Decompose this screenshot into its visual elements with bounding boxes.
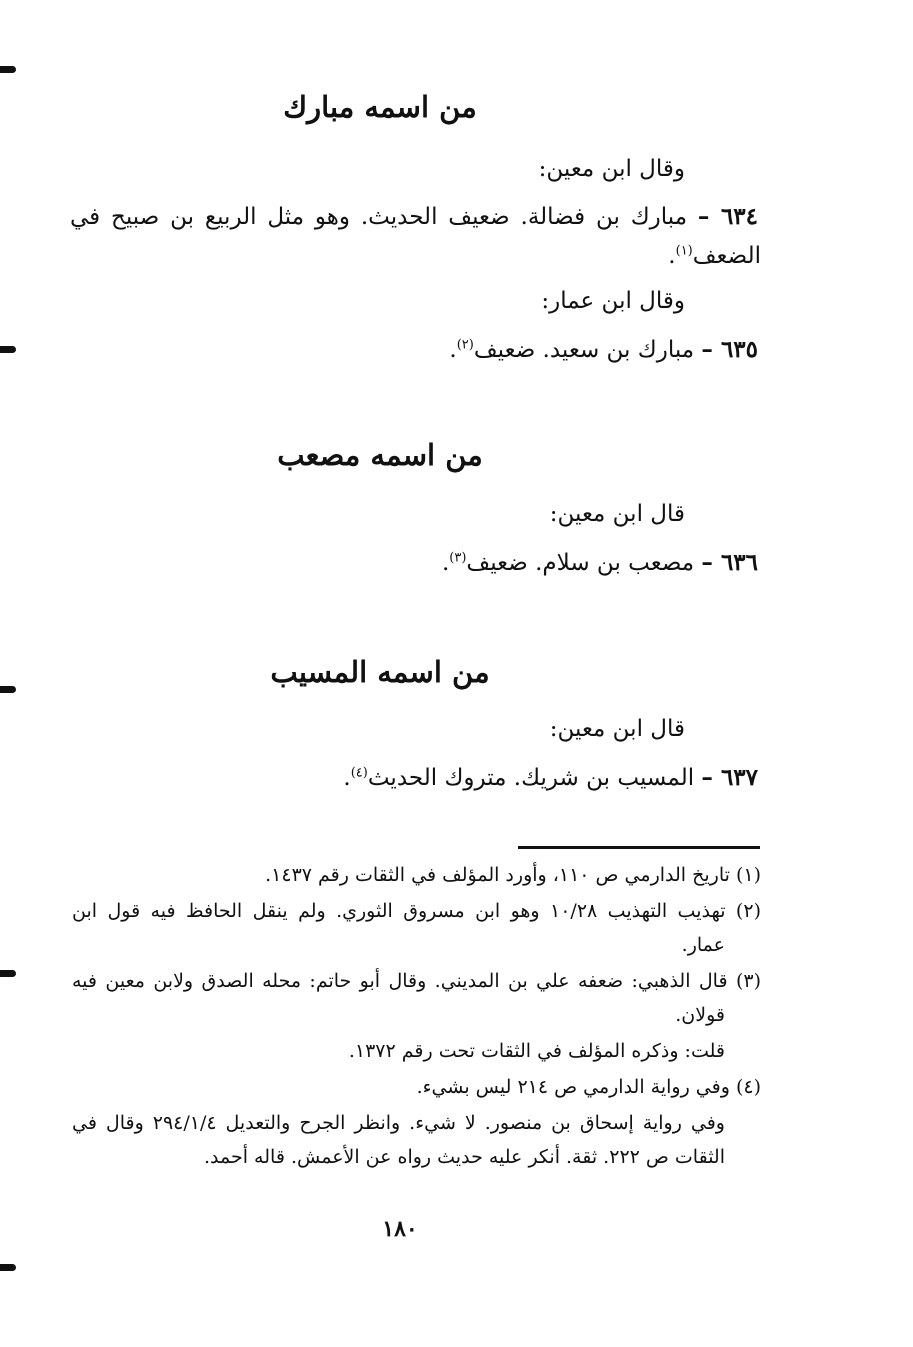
footnote-marker: (٢)	[456, 337, 474, 353]
entry-text: مبارك بن فضالة. ضعيف الحديث. وهو مثل الربيع بن صبيح في	[70, 204, 688, 230]
footnote-4-note-continuation: الثقات ص ٢٢٢. ثقة. أنكر عليه حديث رواه عن الأعمش. قاله أحمد.	[204, 1146, 725, 1168]
footnote-3-note: قلت: وذكره المؤلف في الثقات تحت رقم ١٣٧٢.	[348, 1040, 725, 1062]
binding-mark	[0, 346, 16, 353]
entry-637: ٦٣٧ – المسيب بن شريك. متروك الحديث$^{(٤)}$.	[343, 764, 758, 791]
footnote-marker: (١)	[675, 243, 693, 259]
page-number: ١٨٠	[382, 1216, 418, 1242]
footnote-4: (٤) وفي رواية الدارمي ص ٢١٤ ليس بشيء.	[416, 1076, 761, 1098]
entry-634	[70, 203, 758, 230]
source-line: قال ابن معين:	[549, 716, 685, 742]
source-line: قال ابن معين:	[549, 501, 685, 527]
section-heading: من اسمه المسيب	[270, 655, 490, 689]
footnote-marker: (٤)	[350, 765, 368, 781]
section-heading: من اسمه مبارك	[283, 90, 477, 124]
footnote-2-continuation: عمار.	[681, 934, 725, 956]
footnote-2: (٢) تهذيب التهذيب ١٠/٢٨ وهو ابن مسروق الثوري. ولم ينقل الحافظ فيه قول ابن	[72, 900, 761, 922]
entry-number: ٦٣٥ –	[701, 336, 758, 363]
entry-635: ٦٣٥ – مبارك بن سعيد. ضعيف$^{(٢)}$.	[449, 336, 758, 363]
binding-mark	[0, 1264, 16, 1271]
entry-number: ٦٣٦ –	[701, 549, 758, 576]
footnote-separator	[518, 846, 760, 849]
entry-number: ٦٣٤ –	[697, 203, 758, 230]
entry-text: المسيب بن شريك. متروك الحديث	[367, 765, 695, 791]
source-line: وقال ابن معين:	[538, 156, 685, 182]
source-line: وقال ابن عمار:	[541, 288, 685, 314]
binding-mark	[0, 66, 16, 73]
entry-634-continuation: الضعف$^{(١)}$.	[668, 243, 761, 269]
footnote-1: (١) تاريخ الدارمي ص ١١٠، وأورد المؤلف في الثقات رقم ١٤٣٧.	[265, 864, 761, 886]
entry-text: مبارك بن سعيد. ضعيف	[473, 337, 695, 363]
entry-text: الضعف	[692, 243, 761, 269]
entry-636: ٦٣٦ – مصعب بن سلام. ضعيف$^{(٣)}$.	[441, 549, 758, 576]
entry-text: مصعب بن سلام. ضعيف	[466, 550, 695, 576]
footnote-marker: (٣)	[449, 550, 467, 566]
footnote-3: (٣) قال الذهبي: ضعفه علي بن المديني. وقال أبو حاتم: محله الصدق ولابن معين فيه	[72, 970, 761, 992]
footnote-3-continuation: قولان.	[675, 1004, 725, 1026]
footnote-4-note: وفي رواية إسحاق بن منصور. لا شيء. وانظر الجرح والتعديل ٢٩٤/١/٤ وقال في	[72, 1112, 725, 1134]
binding-mark	[0, 970, 16, 977]
section-heading: من اسمه مصعب	[277, 438, 483, 472]
entry-number: ٦٣٧ –	[701, 764, 758, 791]
